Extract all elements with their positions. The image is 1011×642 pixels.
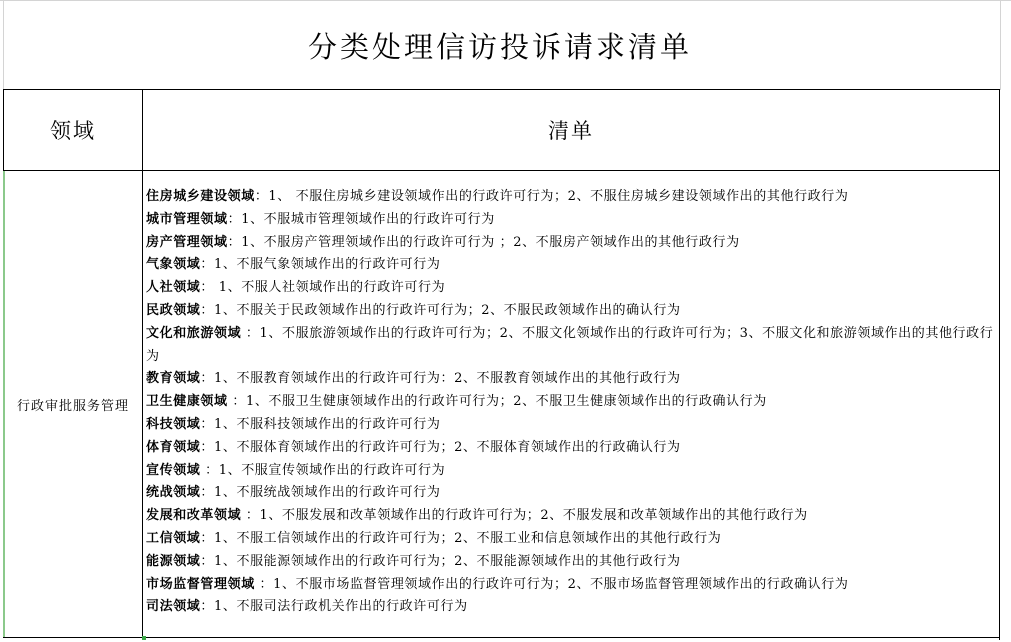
header-cell-list[interactable] — [143, 90, 999, 170]
list-item — [146, 232, 996, 255]
list-cell[interactable] — [146, 186, 996, 619]
gridline-right — [1000, 0, 1001, 90]
header-list-label: 清单 — [548, 119, 594, 143]
item-content: ：1、不服教育领域作出的行政许可行为：2、不服教育领域作出的其他行政行为 — [200, 371, 681, 387]
sheet-title-cell[interactable] — [0, 0, 1000, 90]
item-category: 人社领域 — [146, 280, 201, 296]
list-item — [146, 574, 996, 597]
item-category: 卫生健康领域 — [146, 394, 228, 410]
item-content: ：1、不服气象领域作出的行政许可行为 — [200, 257, 441, 273]
sheet-title: 分类处理信访投诉请求清单 — [307, 29, 692, 64]
item-category: 住房城乡建设领域 — [146, 189, 255, 204]
item-category: 文化和旅游领域 — [146, 325, 242, 341]
list-item — [146, 551, 996, 574]
item-category: 科技领域 — [146, 416, 201, 432]
list-item — [146, 277, 996, 300]
list-item — [146, 528, 996, 551]
header-border-bottom — [3, 170, 1000, 171]
table-border-bottom — [3, 637, 1000, 638]
item-category: 教育领域 — [146, 371, 201, 387]
item-category: 宣传领域 — [146, 462, 201, 478]
item-category: 城市管理领域 — [146, 211, 228, 227]
item-category: 司法领域 — [146, 599, 201, 615]
item-content: ：1、不服统战领域作出的行政许可行为 — [200, 485, 441, 501]
item-category: 市场监督管理领域 — [146, 576, 255, 592]
domain-name: 行政审批服务管理 — [16, 398, 129, 414]
list-item — [146, 460, 996, 483]
item-content: ：1、不服发展和改革领域作出的行政许可行为；2、不服发展和改革领域作出的其他行政行为 — [241, 508, 808, 524]
list-item — [146, 254, 996, 277]
item-content: ：1、不服工信领域作出的行政许可行为；2、不服工业和信息领域作出的其他行政行为 — [200, 530, 722, 546]
list-item — [146, 482, 996, 505]
item-content: ： 1、不服人社领域作出的行政许可行为 — [200, 280, 446, 296]
item-category: 房产管理领域 — [146, 234, 228, 250]
item-content: ：1、不服关于民政领域作出的行政许可行为；2、不服民政领域作出的确认行为 — [200, 302, 681, 318]
fill-handle[interactable] — [142, 636, 146, 640]
column-divider — [142, 89, 143, 640]
list-item — [146, 186, 996, 209]
item-content: ：1、不服卫生健康领域作出的行政许可行为；2、不服卫生健康领域作出的行政确认行为 — [227, 394, 767, 410]
item-category: 能源领域 — [146, 553, 201, 569]
item-content: ：1、不服司法行政机关作出的行政许可行为 — [200, 599, 468, 615]
list-item — [146, 323, 996, 369]
item-category: 统战领域 — [146, 485, 201, 501]
domain-cell[interactable] — [4, 171, 142, 637]
item-content: ：1、 不服住房城乡建设领域作出的行政许可行为；2、不服住房城乡建设领域作出的其他行政行为 — [254, 189, 849, 204]
list-item — [146, 596, 996, 619]
item-category: 民政领域 — [146, 302, 201, 318]
item-content: ：1、不服体育领域作出的行政许可行为；2、不服体育领域作出的行政确认行为 — [200, 439, 681, 455]
header-domain-label: 领域 — [50, 119, 96, 143]
list-item — [146, 505, 996, 528]
list-item — [146, 437, 996, 460]
item-content: ：1、不服市场监督管理领域作出的行政许可行为；2、不服市场监督管理领域作出的行政确认行为 — [254, 576, 849, 592]
item-content: ：1、不服房产管理领域作出的行政许可行为 ；2、不服房产领域作出的其他行政行为 — [227, 234, 740, 250]
list-item — [146, 368, 996, 391]
header-cell-domain[interactable] — [4, 90, 142, 170]
list-item — [146, 414, 996, 437]
list-item — [146, 300, 996, 323]
item-content: ：1、不服宣传领域作出的行政许可行为 — [200, 462, 446, 478]
item-content: ：1、不服旅游领域作出的行政许可行为；2、不服文化领域作出的行政许可行为；3、不服文化和旅游领域作出的其他行政行为 — [146, 325, 994, 364]
item-category: 发展和改革领域 — [146, 508, 242, 524]
item-category: 气象领域 — [146, 257, 201, 273]
item-content: ：1、不服城市管理领域作出的行政许可行为 — [227, 211, 495, 227]
item-category: 工信领域 — [146, 530, 201, 546]
list-item — [146, 391, 996, 414]
list-item — [146, 209, 996, 232]
item-content: ：1、不服能源领域作出的行政许可行为；2、不服能源领域作出的其他行政行为 — [200, 553, 681, 569]
item-content: ：1、不服科技领域作出的行政许可行为 — [200, 416, 441, 432]
table-border-right — [999, 89, 1000, 640]
item-category: 体育领域 — [146, 439, 201, 455]
